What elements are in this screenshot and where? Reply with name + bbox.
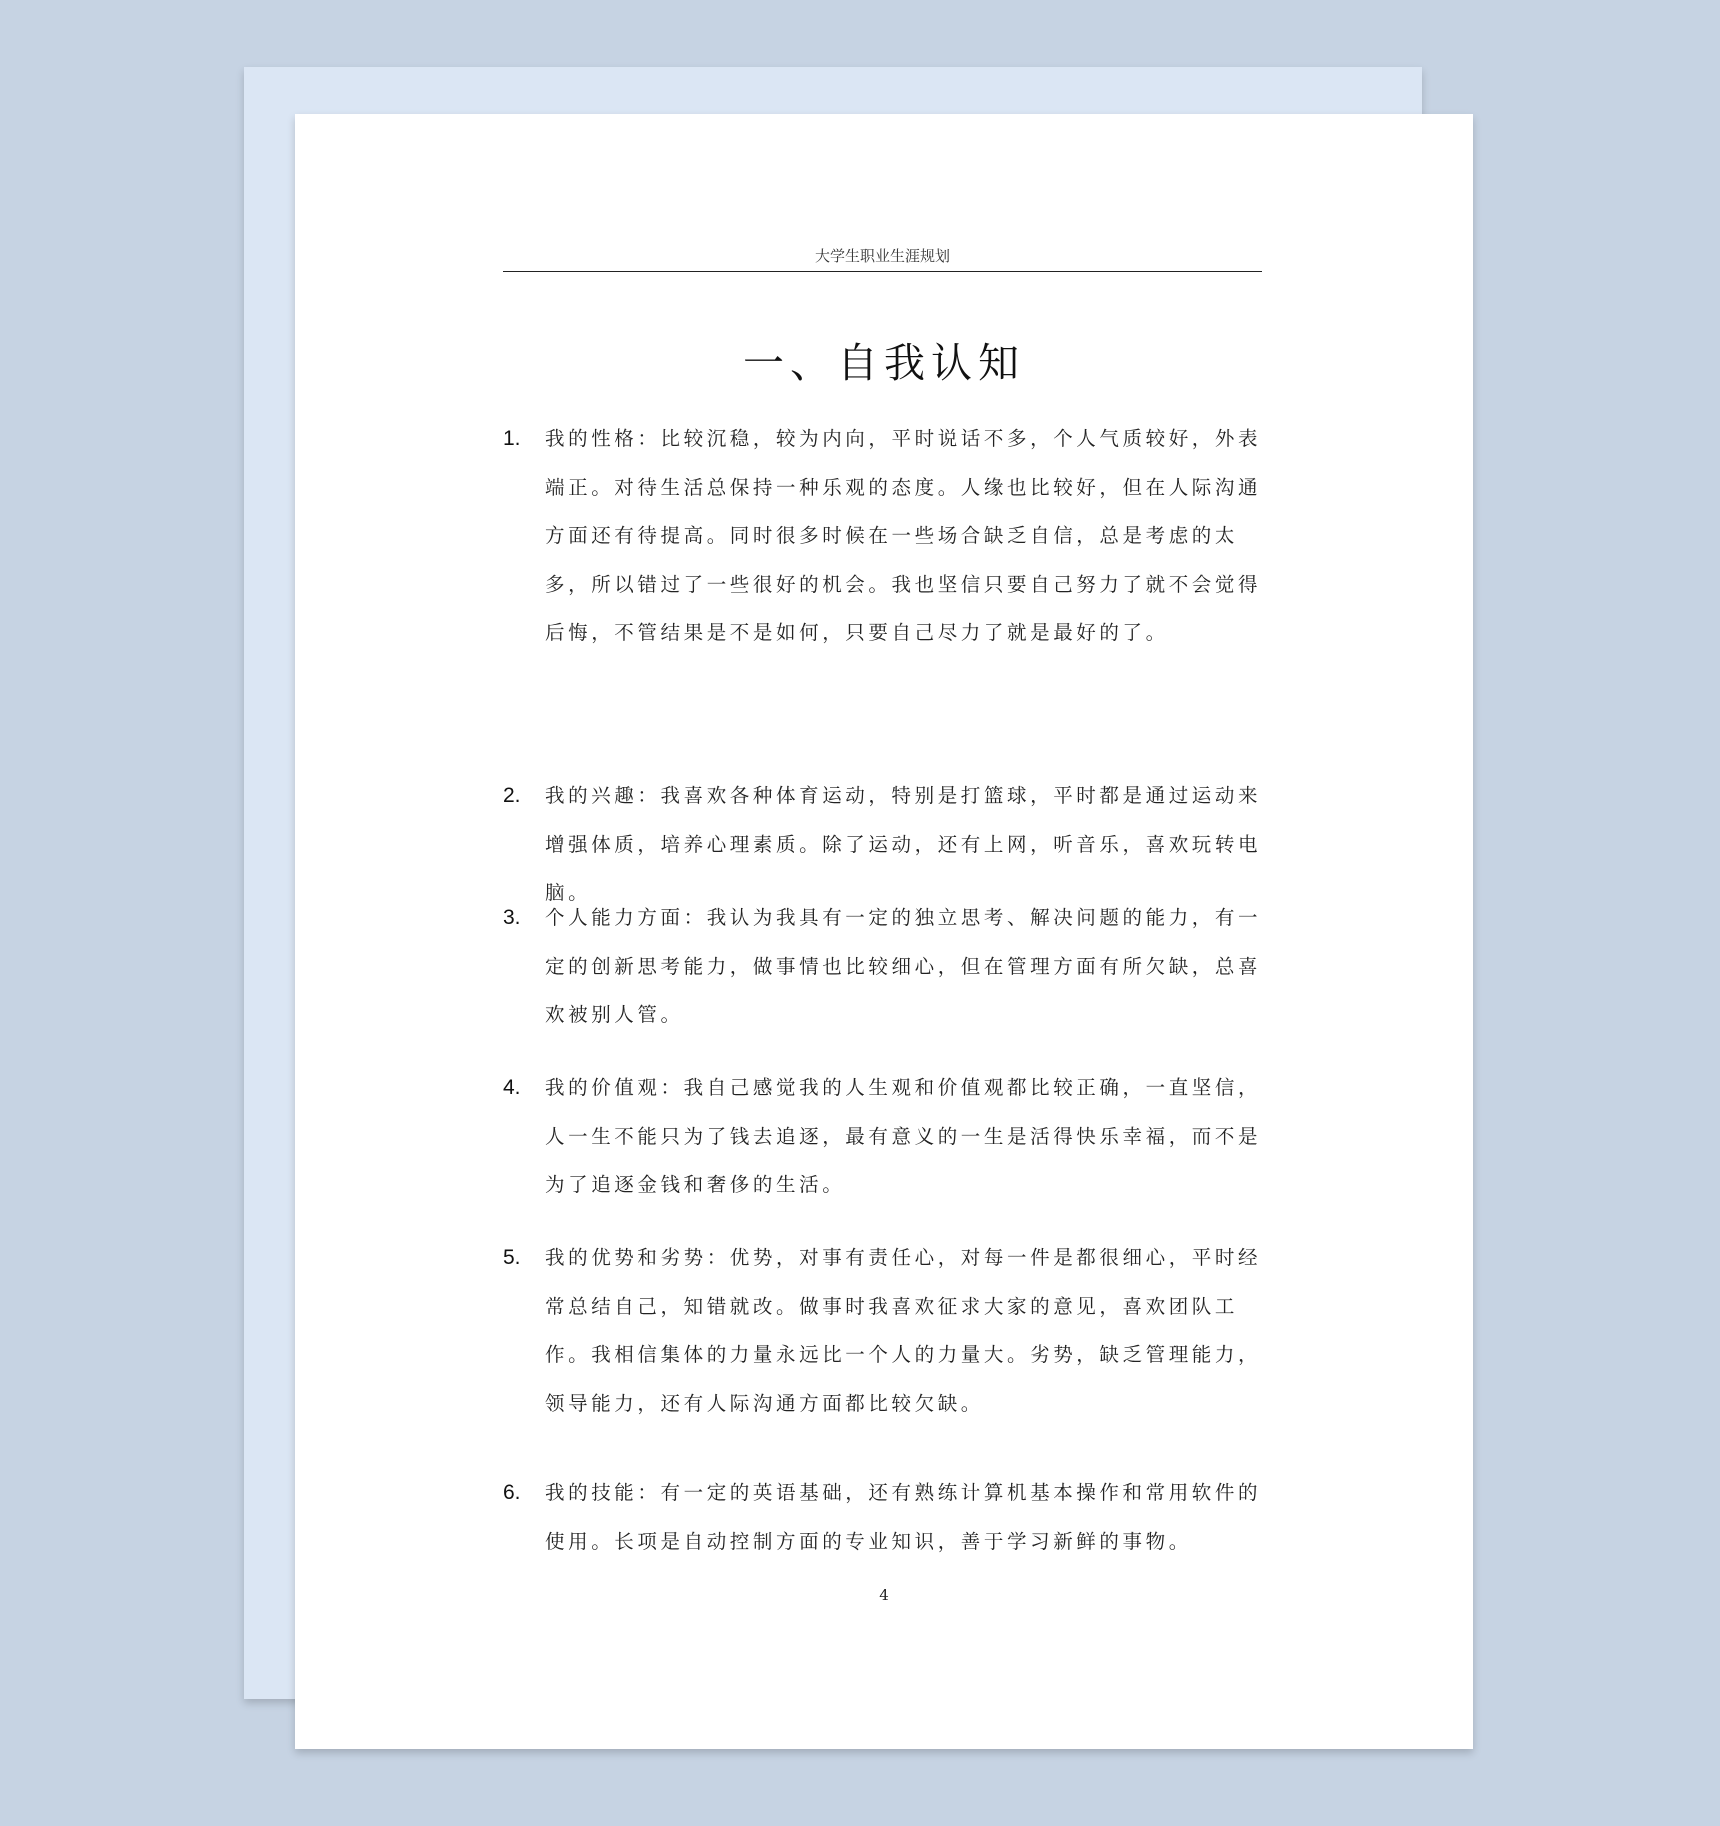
list-item-text: 我的价值观：我自己感觉我的人生观和价值观都比较正确，一直坚信，人一生不能只为了钱去追逐，最有意义的一生是活得快乐幸福，而不是为了追逐金钱和奢侈的生活。	[545, 1076, 1262, 1197]
list-item-text: 我的性格：比较沉稳，较为内向，平时说话不多，个人气质较好，外表端正。对待生活总保持一种乐观的态度。人缘也比较好，但在人际沟通方面还有待提高。同时很多时候在一些场合缺乏自信，总是考虑的太多，所以错过了一些很好的机会。我也坚信只要自己努力了就不会觉得后悔，不管结果是不是如何，只要自己尽力了就是最好的了。	[545, 427, 1262, 645]
list-item-number: 3.	[503, 906, 521, 929]
section-title: 一、自我认知	[743, 339, 1025, 387]
document-page	[295, 114, 1473, 1749]
page-header: 大学生职业生涯规划	[503, 245, 1262, 272]
list-item-text: 我的技能：有一定的英语基础，还有熟练计算机基本操作和常用软件的使用。长项是自动控制方面的专业知识，善于学习新鲜的事物。	[545, 1481, 1262, 1553]
page-number: 4	[879, 1586, 889, 1604]
list-item-number: 1.	[503, 427, 521, 450]
list-item-text: 我的优势和劣势：优势，对事有责任心，对每一件是都很细心，平时经常总结自己，知错就改。做事时我喜欢征求大家的意见，喜欢团队工作。我相信集体的力量永远比一个人的力量大。劣势，缺乏管理能力，领导能力，还有人际沟通方面都比较欠缺。	[545, 1246, 1262, 1415]
list-item-number: 4.	[503, 1076, 521, 1099]
list-item-text: 我的兴趣：我喜欢各种体育运动，特别是打篮球，平时都是通过运动来增强体质，培养心理素质。除了运动，还有上网，听音乐，喜欢玩转电脑。	[545, 784, 1262, 905]
list-item-number: 6.	[503, 1481, 521, 1504]
list-item-number: 5.	[503, 1246, 521, 1269]
list-item-number: 2.	[503, 784, 521, 807]
list-item-text: 个人能力方面：我认为我具有一定的独立思考、解决问题的能力，有一定的创新思考能力，做事情也比较细心，但在管理方面有所欠缺，总喜欢被别人管。	[545, 906, 1262, 1027]
